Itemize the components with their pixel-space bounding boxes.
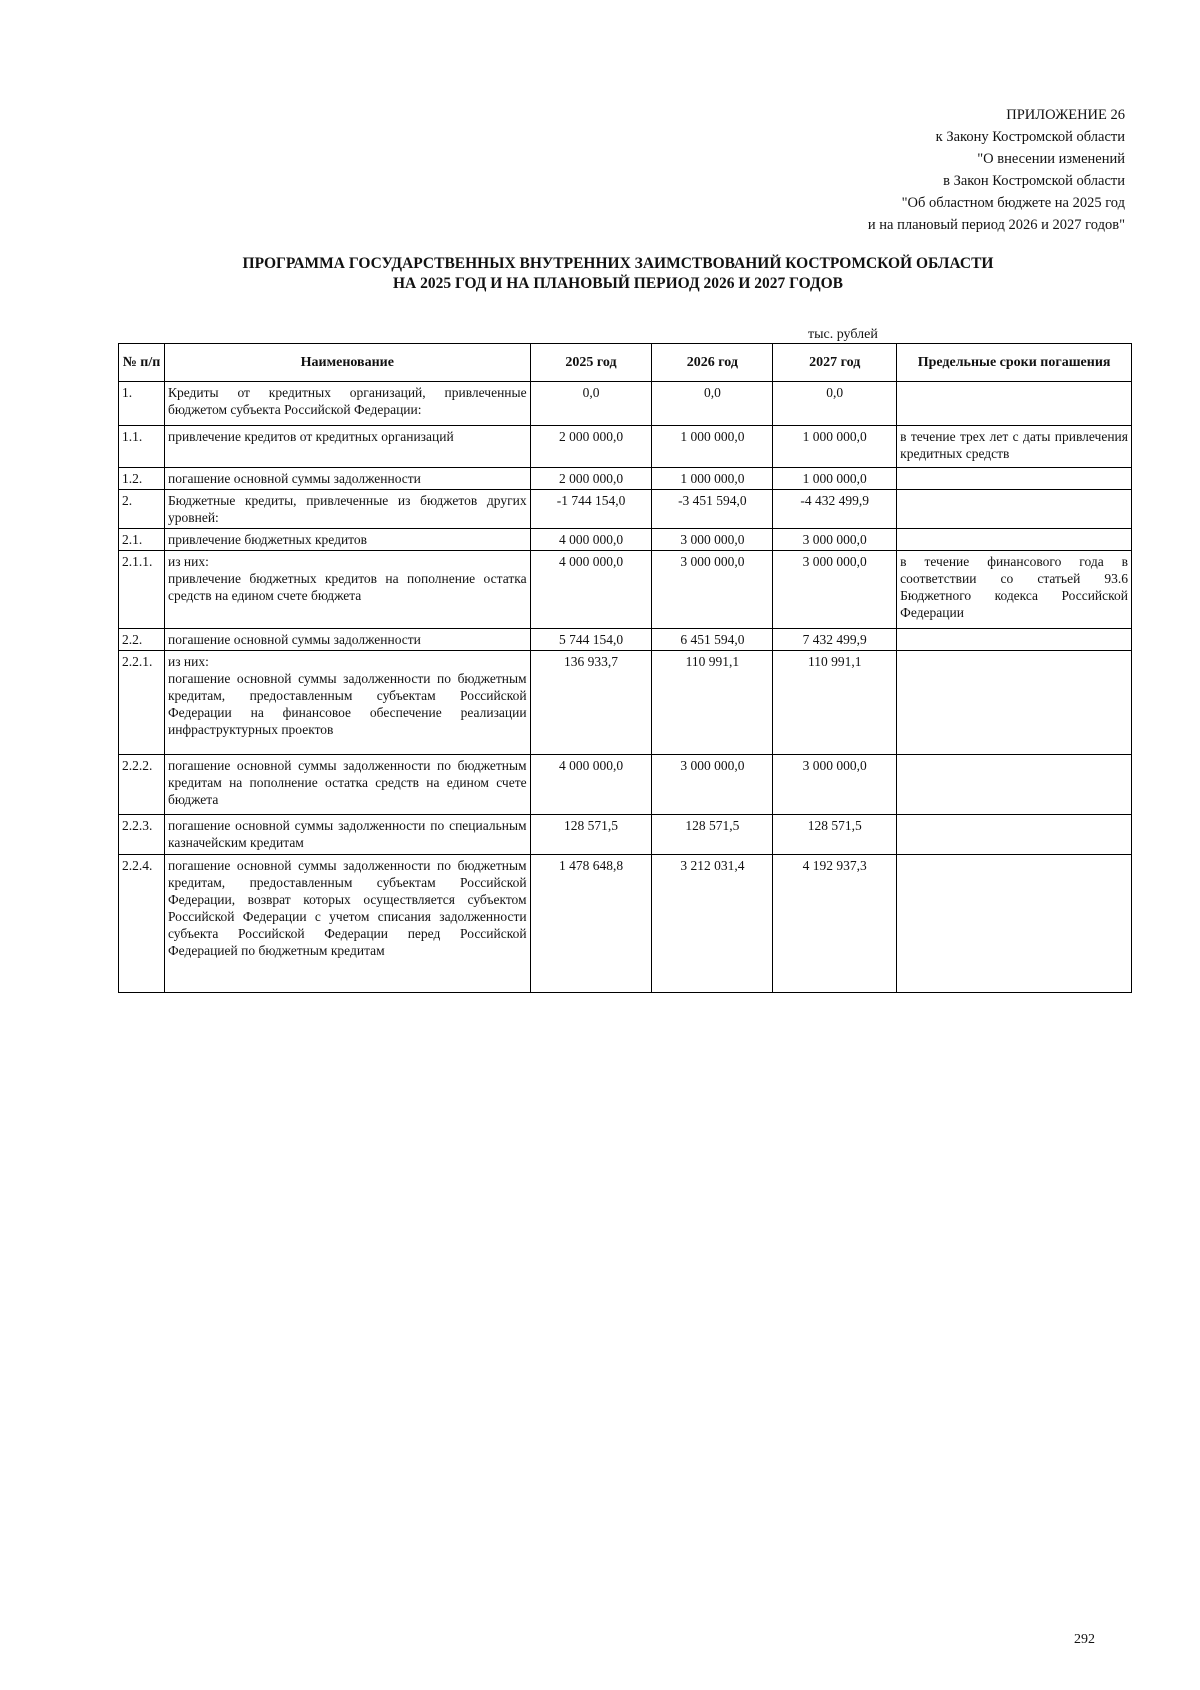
appendix-line: и на плановый период 2026 и 2027 годов"	[867, 217, 1125, 233]
row-value-2025: 4 000 000,0	[530, 755, 652, 815]
row-value-2025: 4 000 000,0	[530, 551, 652, 629]
row-value-2027: 1 000 000,0	[773, 468, 897, 490]
row-value-2026: 3 000 000,0	[652, 755, 773, 815]
row-value-2025: 2 000 000,0	[530, 426, 652, 468]
row-num: 2.2.3.	[119, 815, 165, 855]
row-value-2026: 0,0	[652, 382, 773, 426]
table-row	[119, 468, 1132, 490]
row-term	[897, 529, 1132, 551]
row-term	[897, 629, 1132, 651]
row-term	[897, 855, 1132, 993]
appendix-header	[868, 104, 1125, 236]
row-name-prefix: из них:	[167, 654, 209, 669]
row-value-2027: 7 432 499,9	[773, 629, 897, 651]
row-name: погашение основной суммы задолженности	[164, 629, 530, 651]
row-value-2026: 128 571,5	[652, 815, 773, 855]
row-term	[897, 815, 1132, 855]
table-row	[119, 490, 1132, 529]
row-num: 2.1.1.	[119, 551, 165, 629]
appendix-line: "Об областном бюджете на 2025 год	[901, 195, 1125, 211]
row-num: 1.2.	[119, 468, 165, 490]
row-value-2026: 3 000 000,0	[652, 551, 773, 629]
row-name: Бюджетные кредиты, привлеченные из бюджетов других уровней:	[164, 490, 530, 529]
row-value-2025: 0,0	[530, 382, 652, 426]
row-num: 1.	[119, 382, 165, 426]
row-name: Кредиты от кредитных организаций, привлеченные бюджетом субъекта Российской Федерации:	[164, 382, 530, 426]
table-row	[119, 755, 1132, 815]
row-value-2027: 3 000 000,0	[773, 529, 897, 551]
row-value-2026: 1 000 000,0	[652, 468, 773, 490]
row-value-2026: -3 451 594,0	[652, 490, 773, 529]
row-value-2025: 128 571,5	[530, 815, 652, 855]
table-row	[119, 651, 1132, 755]
row-num: 2.2.4.	[119, 855, 165, 993]
header-num: № п/п	[119, 344, 165, 382]
row-term: в течение финансового года в соответствии со статьей 93.6 Бюджетного кодекса Российской Федерации	[897, 551, 1132, 629]
units-label: тыс. рублей	[808, 327, 878, 342]
row-value-2027: 3 000 000,0	[773, 551, 897, 629]
row-num: 2.2.2.	[119, 755, 165, 815]
row-term	[897, 651, 1132, 755]
row-value-2027: 110 991,1	[773, 651, 897, 755]
row-name: привлечение бюджетных кредитов на пополнение остатка средств на едином счете бюджета	[167, 571, 527, 603]
row-value-2025: -1 744 154,0	[530, 490, 652, 529]
row-value-2027: 128 571,5	[773, 815, 897, 855]
row-value-2027: -4 432 499,9	[773, 490, 897, 529]
row-value-2025: 5 744 154,0	[530, 629, 652, 651]
table-row	[119, 382, 1132, 426]
row-value-2025: 1 478 648,8	[530, 855, 652, 993]
row-num: 1.1.	[119, 426, 165, 468]
row-name-cell	[164, 651, 530, 755]
appendix-line: в Закон Костромской области	[943, 173, 1125, 189]
header-2026: 2026 год	[652, 344, 773, 382]
row-name: погашение основной суммы задолженности	[164, 468, 530, 490]
row-term	[897, 468, 1132, 490]
row-value-2025: 136 933,7	[530, 651, 652, 755]
page-number: 292	[1074, 1632, 1095, 1647]
table-row	[119, 855, 1132, 993]
row-value-2026: 110 991,1	[652, 651, 773, 755]
row-num: 2.2.1.	[119, 651, 165, 755]
header-2025: 2025 год	[530, 344, 652, 382]
row-name-prefix: из них:	[167, 554, 209, 569]
title-line-1: ПРОГРАММА ГОСУДАРСТВЕННЫХ ВНУТРЕННИХ ЗАИМСТВОВАНИЙ КОСТРОМСКОЙ ОБЛАСТИ	[242, 255, 994, 272]
row-term	[897, 382, 1132, 426]
row-name: привлечение бюджетных кредитов	[164, 529, 530, 551]
row-value-2026: 6 451 594,0	[652, 629, 773, 651]
table-row	[119, 815, 1132, 855]
row-value-2026: 1 000 000,0	[652, 426, 773, 468]
row-name: погашение основной суммы задолженности по бюджетным кредитам, предоставленным субъектам Российской Федерации на финансовое обеспечение реализации инфраструктурных проектов	[167, 671, 527, 737]
row-num: 2.	[119, 490, 165, 529]
row-value-2026: 3 212 031,4	[652, 855, 773, 993]
header-name: Наименование	[164, 344, 530, 382]
table-row	[119, 529, 1132, 551]
row-name-cell	[164, 551, 530, 629]
table-row	[119, 629, 1132, 651]
row-name: привлечение кредитов от кредитных организаций	[164, 426, 530, 468]
row-term	[897, 755, 1132, 815]
row-name: погашение основной суммы задолженности по специальным казначейским кредитам	[164, 815, 530, 855]
row-value-2027: 0,0	[773, 382, 897, 426]
row-value-2025: 2 000 000,0	[530, 468, 652, 490]
row-num: 2.1.	[119, 529, 165, 551]
row-name: погашение основной суммы задолженности по бюджетным кредитам, предоставленным субъектам Российской Федерации, возврат которых осуществляется субъектом Российской Федерации с учетом списания задолженности субъекта Российской Федерации перед Российской Федерацией по бюджетным кредитам	[164, 855, 530, 993]
row-value-2027: 3 000 000,0	[773, 755, 897, 815]
table-header-row	[119, 344, 1132, 382]
document-title	[118, 254, 1118, 294]
row-value-2026: 3 000 000,0	[652, 529, 773, 551]
appendix-line: ПРИЛОЖЕНИЕ 26	[1006, 107, 1125, 123]
row-term: в течение трех лет с даты привлечения кредитных средств	[897, 426, 1132, 468]
header-term: Предельные сроки погашения	[897, 344, 1132, 382]
appendix-line: "О внесении изменений	[977, 151, 1125, 167]
row-name: погашение основной суммы задолженности по бюджетным кредитам на пополнение остатка средств на едином счете бюджета	[164, 755, 530, 815]
row-num: 2.2.	[119, 629, 165, 651]
appendix-line: к Закону Костромской области	[935, 129, 1125, 145]
table-row	[119, 426, 1132, 468]
row-value-2025: 4 000 000,0	[530, 529, 652, 551]
row-term	[897, 490, 1132, 529]
table-row	[119, 551, 1132, 629]
row-value-2027: 4 192 937,3	[773, 855, 897, 993]
borrowing-program-table	[118, 343, 1132, 993]
header-2027: 2027 год	[773, 344, 897, 382]
title-line-2: НА 2025 ГОД И НА ПЛАНОВЫЙ ПЕРИОД 2026 И 2027 ГОДОВ	[393, 275, 843, 292]
row-value-2027: 1 000 000,0	[773, 426, 897, 468]
